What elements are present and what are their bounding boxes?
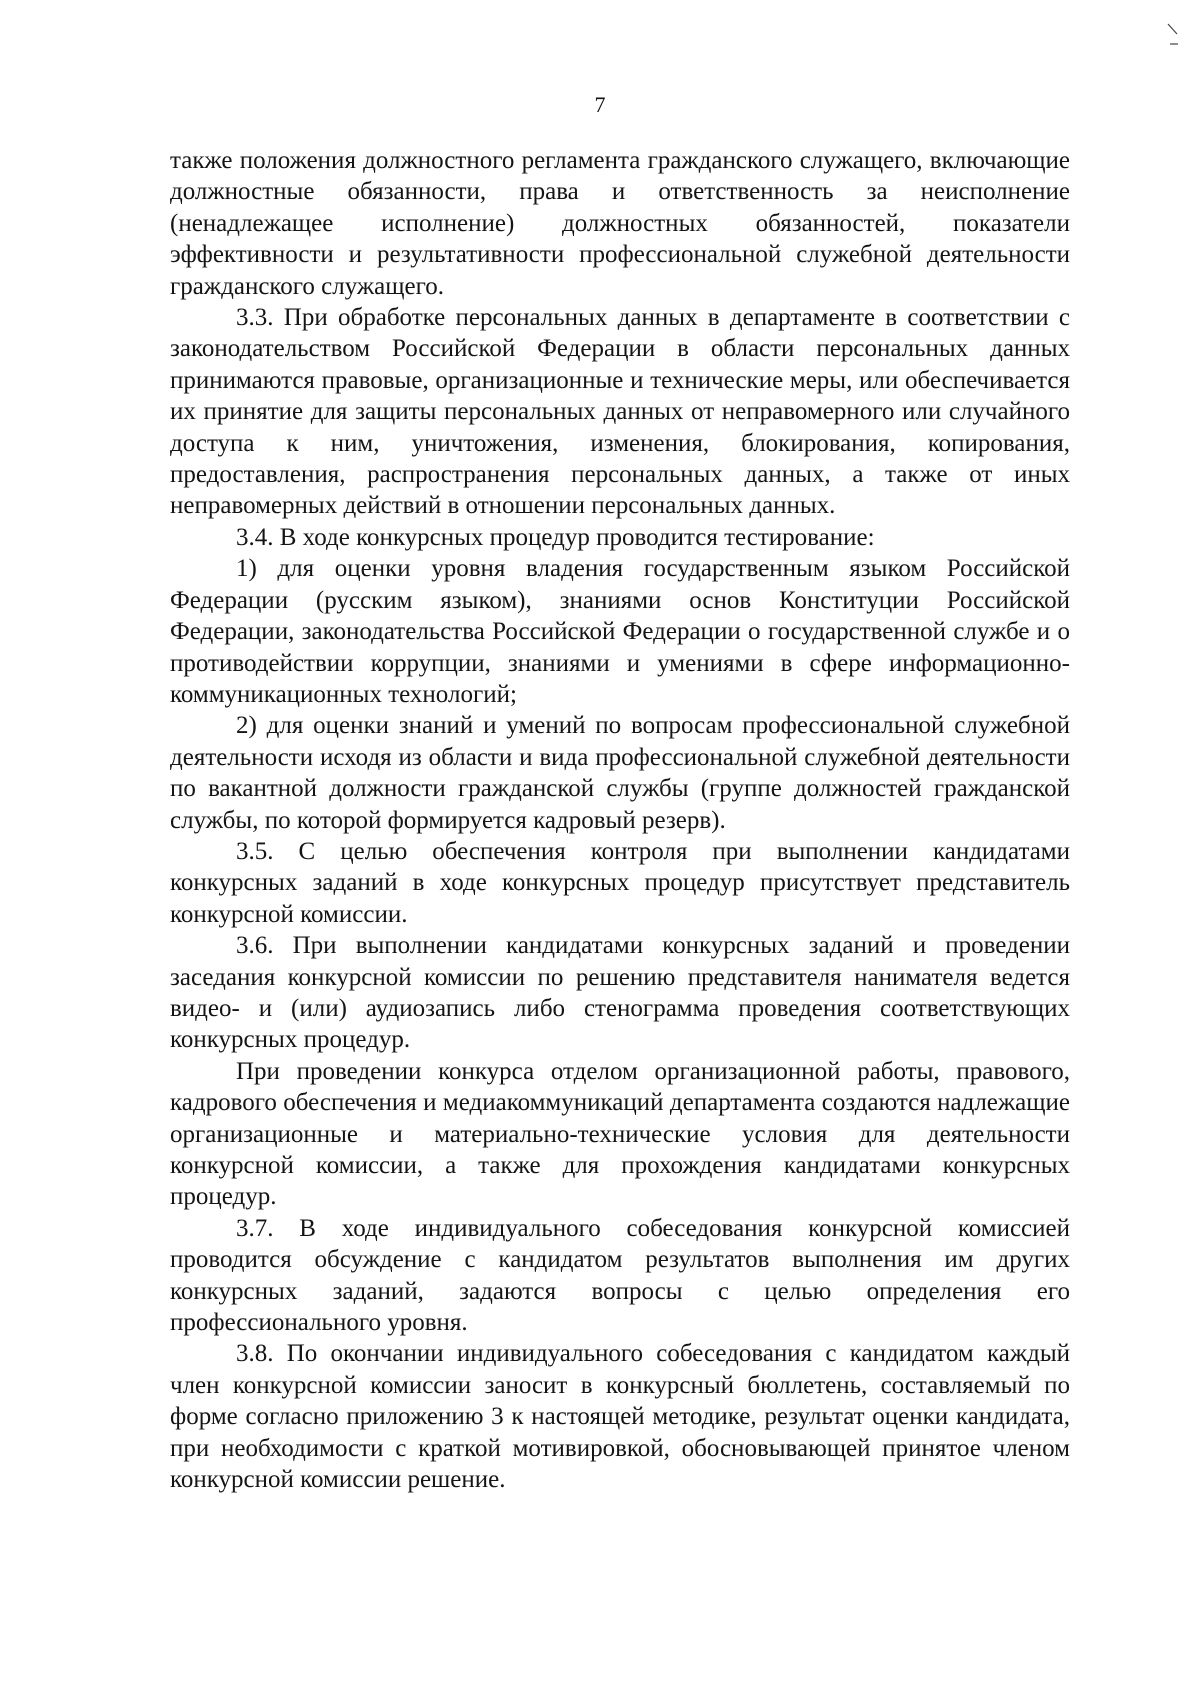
paragraph-continuation: также положения должностного регламента гражданского служащего, включающие должностные обязанности, права и ответственность за неисполнение (ненадлежащее исполнение) должностных обязанностей, показатели эффективности и результативности профессиональной служебной деятельности гражданского служащего. (170, 147, 1070, 300)
paragraph-3-3: 3.3. При обработке персональных данных в департаменте в соответствии с законодательством Российской Федерации в области персональных данных принимаются правовые, организационные и технические меры, или обеспечивается их принятие для защиты персональных данных от неправомерного или случайного доступа к ним, уничтожения, изменения, блокирования, копирования, предоставления, распространения персональных данных, а также от иных неправомерных действий в отношении персональных данных. (170, 304, 1070, 520)
paragraph-3-6: 3.6. При выполнении кандидатами конкурсных заданий и проведении заседания конкурсной комиссии по решению представителя нанимателя ведется видео- и (или) аудиозапись либо стенограмма проведения соответствующих конкурсных процедур. (170, 932, 1070, 1054)
list-item-1: 1) для оценки уровня владения государственным языком Российской Федерации (русским языком), знаниями основ Конституции Российской Федерации, законодательства Российской Федерации о государственной службе и о противодействии коррупции, знаниями и умениями в сфере информационно-коммуникационных технологий; (170, 555, 1070, 708)
page-number: 7 (594, 92, 606, 117)
document-body (170, 145, 1070, 1495)
paragraph-conditions: При проведении конкурса отделом организационной работы, правового, кадрового обеспечения и медиакоммуникаций департамента создаются надлежащие организационные и материально-технические условия для деятельности конкурсной комиссии, а также для прохождения кандидатами конкурсных процедур. (170, 1057, 1070, 1211)
paragraph-3-5: 3.5. С целью обеспечения контроля при выполнении кандидатами конкурсных заданий в ходе конкурсных процедур присутствует представитель конкурсной комиссии. (170, 837, 1070, 928)
list-item-2: 2) для оценки знаний и умений по вопросам профессиональной служебной деятельности исходя из области и вида профессиональной служебной деятельности по вакантной должности гражданской службы (группе должностей гражданской службы, по которой формируется кадровый резерв). (170, 712, 1070, 834)
corner-scan-mark (1166, 22, 1180, 48)
paragraph-3-7: 3.7. В ходе индивидуального собеседования конкурсной комиссией проводится обсуждение с кандидатом результатов выполнения им других конкурсных заданий, задаются вопросы с целью определения его профессионального уровня. (170, 1214, 1070, 1337)
paragraph-3-8: 3.8. По окончании индивидуального собеседования с кандидатом каждый член конкурсной комиссии заносит в конкурсный бюллетень, составляемый по форме согласно приложению 3 к настоящей методике, результат оценки кандидата, при необходимости с краткой мотивировкой, обосновывающей принятое членом конкурсной комиссии решение. (170, 1340, 1070, 1494)
paragraph-3-4: 3.4. В ходе конкурсных процедур проводится тестирование: (236, 523, 875, 551)
